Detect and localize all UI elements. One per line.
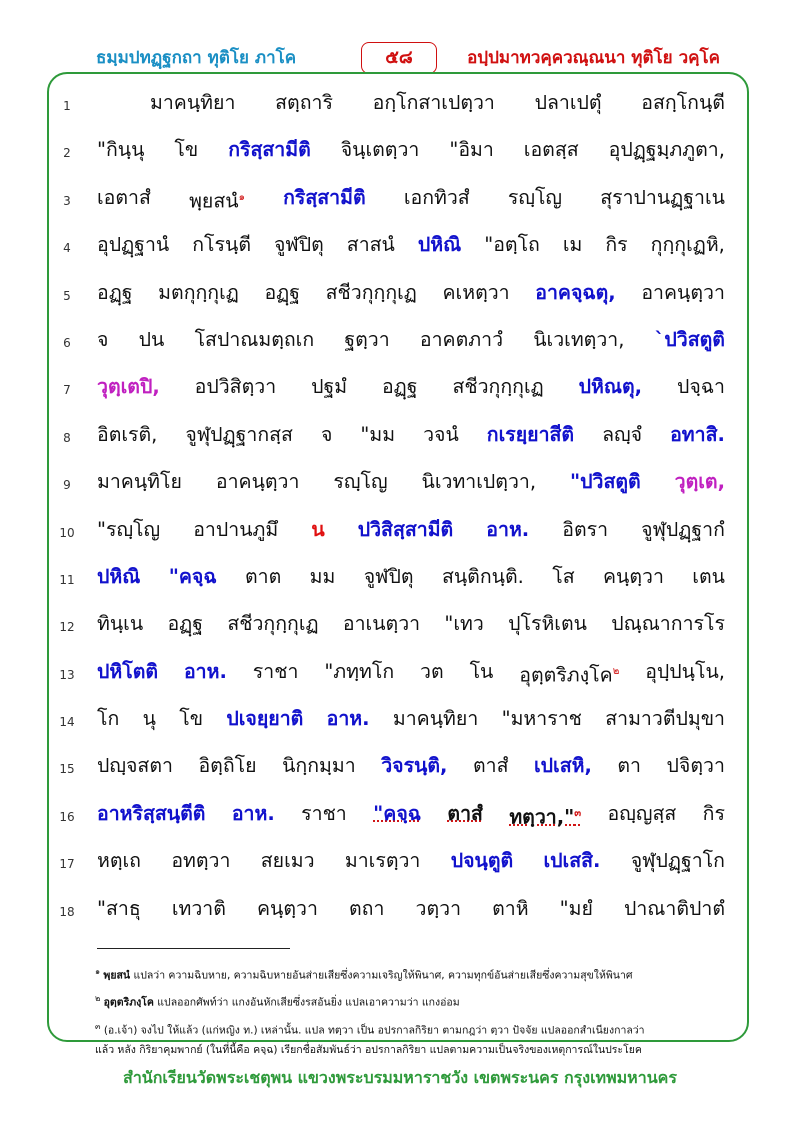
word: มาคนฺทิยา (392, 707, 479, 731)
line-number: 8 (63, 430, 71, 445)
word: "คจฺฉ (168, 564, 217, 588)
footer-institution: สำนักเรียนวัดพระเชตุพน แขวงพระบรมมหาราชวัง เขตพระนคร กรุงเทพมหานคร (123, 1068, 677, 1087)
text-line (55, 368, 725, 415)
text-line (55, 653, 725, 700)
word: อกฺโกสาเปตฺวา (372, 91, 495, 114)
word: โส (552, 564, 575, 588)
word: มาคนฺทิโย (97, 470, 182, 494)
word: เอตสฺส (523, 138, 579, 162)
word: "มม (360, 422, 396, 446)
word: ราชา (252, 659, 299, 683)
line-text (97, 657, 725, 691)
line-number: 1 (63, 99, 71, 113)
word: กโรนฺตี (192, 233, 251, 257)
footnote-text: แปลออกศัพท์ว่า แกงอันหักเสียซึ่งรสอันยิ่ง แปลเอาความว่า แกงอ่อม (157, 996, 460, 1009)
word: โสปาณมตฺถเก (194, 327, 315, 351)
footnote-rule (97, 948, 290, 949)
footnote-2 (95, 991, 715, 1011)
word: "มหาราช (501, 707, 582, 731)
word: ปเจยฺยาติ (226, 707, 304, 731)
word: เอกทิวสํ (403, 185, 470, 209)
word: เทวาติ (171, 896, 226, 920)
line-number: 4 (63, 241, 71, 256)
word: อาห. (486, 517, 530, 541)
text-line (55, 842, 725, 889)
word: คเหตฺวา (442, 280, 510, 304)
word: อาคนฺตฺวา (215, 470, 300, 494)
word: "คจฺฉ (373, 801, 422, 825)
line-text (97, 562, 725, 592)
text-line (55, 747, 725, 794)
text-line (55, 558, 725, 605)
word: สตฺถาริ (275, 91, 333, 114)
word: เม (562, 233, 583, 257)
word: ปลาเปตุํ (534, 91, 602, 114)
footnote-ref: ๒ (612, 665, 620, 677)
word: อาห. (231, 801, 275, 825)
word: วตฺวา (415, 896, 462, 920)
footnote-term: พฺยสนํ (103, 969, 131, 982)
text-line (55, 511, 725, 558)
word: สชีวกุกฺกุเฏ (325, 280, 417, 304)
word: "อตฺโถ (484, 233, 540, 257)
word: จ (320, 422, 333, 446)
word: โน (469, 659, 494, 683)
text-line (55, 84, 725, 131)
line-text (97, 278, 725, 308)
word: อฏฺฐ (97, 280, 133, 304)
footnote-term: อุตฺตริภงฺโค (103, 996, 154, 1009)
word: ทินฺเน (97, 612, 144, 636)
header-chapter-title: อปฺปมาทวคฺควณฺณนา ทุติโย วคฺโค (467, 48, 720, 68)
footnote-3 (95, 1019, 715, 1039)
text-line (55, 274, 725, 321)
word: โข (174, 138, 199, 162)
line-text (97, 846, 725, 876)
line-text (97, 230, 725, 260)
word: ปาณาติปาตํ (623, 896, 725, 920)
word: หตฺเถ (97, 849, 141, 873)
word: ปหิณิ (417, 233, 462, 257)
word: อิตรา (562, 517, 609, 541)
word: อฏฺฐ (167, 612, 204, 636)
word: ทตฺวา,"$^๓$ (509, 805, 582, 829)
line-number: 14 (59, 715, 75, 730)
footnote-3-continued (95, 1043, 715, 1058)
word: ตถา (349, 896, 385, 920)
word: พฺยสนํ$^๑$ (189, 189, 245, 213)
text-line (55, 131, 725, 178)
text-line (55, 605, 725, 652)
word: กิร (605, 233, 628, 257)
word: กิร (702, 801, 725, 825)
word: "ปวิสตูติ (569, 470, 641, 494)
footnote-marker: ๒ (95, 994, 101, 1003)
header-book-title: ธมฺมปทฏฺฐกถา ทุติโย ภาโค (96, 48, 297, 68)
word: "รญฺโญ (97, 517, 161, 541)
word: ตาสํ (447, 801, 483, 825)
word: สชีวกุกฺกุเฏ (452, 375, 544, 399)
word: อุปฏฺฐานํ (97, 233, 170, 257)
word: สุราปานฏฺฐาเน (600, 185, 725, 209)
word: ตาหิ (492, 896, 529, 920)
line-text (97, 799, 725, 833)
word: อฏฺฐ (381, 375, 418, 399)
word: ปหิณิ (97, 564, 141, 588)
line-number: 16 (59, 809, 75, 824)
word: ปหิณตุ, (578, 375, 643, 399)
word: โข (179, 707, 204, 731)
line-number: 2 (63, 146, 71, 161)
word: "สาธุ (97, 896, 141, 920)
word: คนฺตฺวา (256, 896, 318, 920)
word: เอตาสํ (97, 185, 151, 209)
word: สาสนํ (346, 233, 395, 257)
word: ปญฺจสตา (97, 754, 173, 778)
word: จ (97, 327, 109, 351)
word: "เทว (444, 612, 484, 636)
line-number: 5 (63, 288, 71, 303)
word: นิเวทาเปตฺวา, (421, 470, 537, 494)
text-line (55, 416, 725, 463)
line-number: 3 (63, 193, 71, 208)
footnote-ref: ๑ (238, 191, 245, 203)
word: จูฬปิตุ (273, 233, 324, 257)
line-text (97, 704, 725, 734)
word: อญฺญสฺส (607, 801, 677, 825)
word: อิตฺถิโย (198, 754, 257, 778)
footnote-ref: ๓ (574, 807, 582, 819)
word: วต (420, 659, 444, 683)
word: มม (309, 564, 336, 588)
word: ตา (617, 754, 642, 778)
word: เตน (692, 564, 725, 588)
word: อปวิสิตฺวา (194, 375, 277, 399)
word: น (311, 517, 325, 541)
page-number-badge: ๕๘ (361, 42, 437, 74)
line-text (97, 372, 725, 402)
word: ตาสํ (472, 754, 509, 778)
line-text (97, 325, 725, 355)
footnote-1 (95, 964, 715, 984)
word: วจนํ (423, 422, 459, 446)
word: กเรยฺยาสีติ (486, 422, 575, 446)
word: อิตเรติ, (97, 422, 158, 446)
word: รญฺโญ (507, 185, 563, 209)
word: มตกุกฺกุเฏ (158, 280, 239, 304)
word: จินฺเตตฺวา (340, 138, 420, 162)
text-line (55, 179, 725, 226)
word: "ภทฺทโก (324, 659, 395, 683)
footnote-text: แล้ว หลัง กิริยาคุมพากย์ (ในที่นี้คือ คจฺฉ) เรียกชื่อสัมพันธ์ว่า อปรกาลกิริยา แปลตามความเป็นจริงของเหตุการณ์ในประโยค (95, 1044, 642, 1056)
line-number: 18 (59, 904, 75, 919)
word: วุตฺเต, (674, 470, 725, 494)
word: จูฬุปฏฺฐาโก (630, 849, 725, 873)
word: อุตฺตริภงฺโค$^๒$ (519, 663, 620, 687)
word: อาหริสฺสนฺตีติ (97, 801, 206, 825)
footnote-marker: ๓ (95, 1022, 101, 1031)
word: ปณฺณาการโร (611, 612, 725, 636)
word: ปุโรหิเตน (508, 612, 587, 636)
word: ปจฺฉา (676, 375, 725, 399)
word: ปฐมํ (311, 375, 348, 399)
word: `ปวิสตูติ (654, 327, 725, 351)
word: วุตฺเตปิ, (97, 375, 160, 399)
word: วิจรนฺติ, (381, 754, 448, 778)
text-line (55, 321, 725, 368)
word: กุกฺกุเฏหิ, (650, 233, 725, 257)
word: อาเนตฺวา (342, 612, 421, 636)
line-text (97, 420, 725, 450)
word: อุปฺปนฺโน, (645, 659, 725, 683)
line-number: 13 (59, 667, 75, 682)
word: ปจิตฺวา (666, 754, 725, 778)
line-text (97, 609, 725, 639)
word: ปจนฺตูติ (450, 849, 514, 873)
footnote-text: (อ.เจ้า) จงไป ให้แล้ว (แก่หญิง ท.) เหล่านั้น. แปล ทตฺวา เป็น อปรกาลกิริยา ตามกฎว่า ตฺวา ปัจจัย แปลออกสำเนียงกาลว่า (103, 1024, 645, 1037)
word: อุปฏฺฐมฺภภูตา, (608, 138, 725, 162)
line-number: 10 (59, 525, 75, 540)
word: นิกฺกมฺมา (282, 754, 356, 778)
line-number: 6 (63, 335, 71, 350)
line-number: 12 (59, 620, 75, 635)
line-text (97, 515, 725, 545)
line-number: 15 (59, 762, 75, 777)
word: นิเวเทตฺวา, (533, 327, 625, 351)
line-number: 9 (63, 478, 71, 493)
text-line (55, 463, 725, 510)
word: รญฺโญ (333, 470, 388, 494)
word: อาห. (183, 659, 227, 683)
word: อาปานภูมึ (193, 517, 279, 541)
word: ตาต (245, 564, 282, 588)
footnote-text: แปลว่า ความฉิบหาย, ความฉิบหายอันส่ายเสียซึ่งความเจริญให้พินาศ, ความทุกข์อันส่ายเสียซึ่งความสุขให้พินาศ (133, 969, 633, 982)
word: อาคนฺตฺวา (641, 280, 725, 304)
line-number: 7 (63, 383, 71, 398)
word: คนฺตฺวา (602, 564, 664, 588)
word: อฏฺฐ (264, 280, 301, 304)
verse-lines (55, 84, 725, 937)
word: มาเรตฺวา (344, 849, 421, 873)
word: อสกฺโกนฺตี (641, 91, 725, 114)
word: เปเสสิ. (543, 849, 601, 873)
word: จูฬปิตุ (363, 564, 414, 588)
word: อาคจฺฉตุ, (535, 280, 616, 304)
word: ปน (138, 327, 165, 351)
word: ฐตฺวา (344, 327, 390, 351)
word: สชีวกุกฺกุเฏ (227, 612, 319, 636)
word: อทตฺวา (171, 849, 231, 873)
word: สยเมว (260, 849, 315, 873)
word: "มยํ (559, 896, 593, 920)
word: ปวิสิสฺสามีติ (357, 517, 454, 541)
text-line (55, 795, 725, 842)
line-text (97, 183, 725, 217)
word: กริสฺสามีติ (283, 185, 366, 209)
word: จูฬุปฏฺฐากํ (641, 517, 725, 541)
word: เปเสหิ, (534, 754, 592, 778)
word: อทาสิ. (670, 422, 725, 446)
word: อาห. (326, 707, 370, 731)
line-number: 11 (59, 572, 75, 587)
word: ปหิโตติ (97, 659, 159, 683)
word: จูฬุปฏฺฐากสฺส (185, 422, 293, 446)
word: ลญฺจํ (602, 422, 643, 446)
line-text (97, 894, 725, 924)
word: โก (97, 707, 120, 731)
word: "กินฺนุ (97, 138, 145, 162)
text-line (55, 700, 725, 747)
text-line (55, 890, 725, 937)
word: กริสฺสามีติ (228, 138, 311, 162)
word: อาคตภาวํ (419, 327, 504, 351)
word: นุ (142, 707, 156, 731)
word: "อิมา (449, 138, 494, 162)
word: สามาวตีปมุขา (605, 707, 725, 731)
footnote-marker: ๑ (95, 967, 101, 976)
line-text (97, 751, 725, 781)
line-text (97, 467, 725, 497)
text-line (55, 226, 725, 273)
word: มาคนฺทิยา (150, 91, 236, 114)
line-number: 17 (59, 857, 75, 872)
line-text (150, 88, 725, 118)
line-text (97, 135, 725, 165)
word: สนฺติกนฺติ. (441, 564, 524, 588)
word: ราชา (301, 801, 347, 825)
